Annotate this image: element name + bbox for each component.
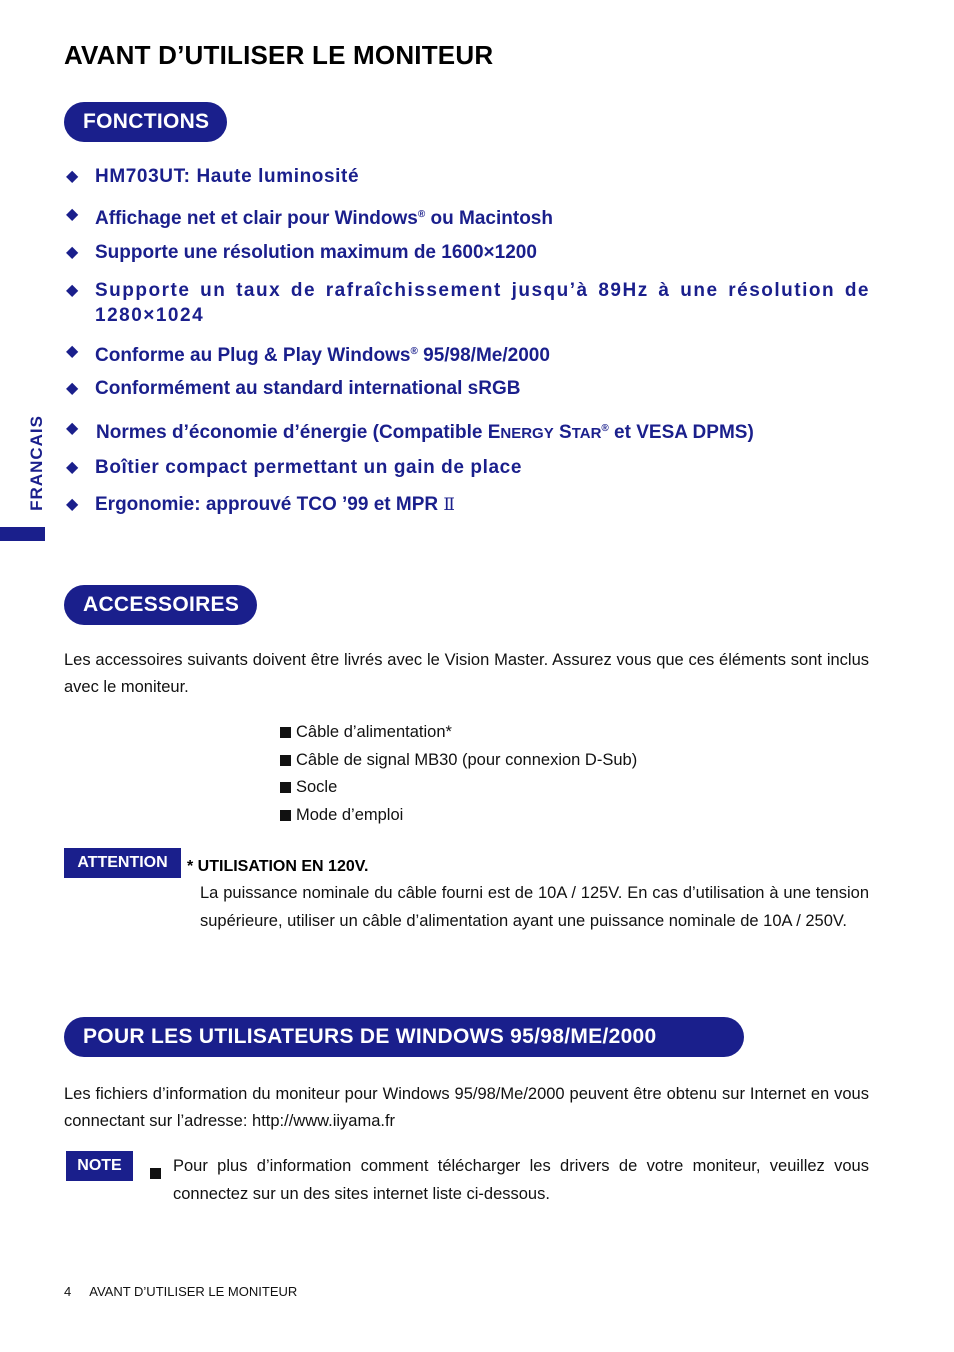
feature-item	[66, 202, 870, 231]
section-header-fonctions: FONCTIONS	[64, 102, 227, 142]
registered-mark: ®	[417, 209, 426, 220]
feature-text: Normes d’économie d’énergie (Compatible ENERGY STAR® et VESA DPMS)	[96, 422, 754, 443]
attention-tag: ATTENTION	[64, 848, 181, 878]
feature-item	[66, 339, 870, 368]
feature-text: Supporte une résolution maximum de 1600×1200	[95, 242, 537, 263]
feature-text: Conforme au Plug & Play Windows® 95/98/Me/2000	[95, 345, 550, 366]
feature-text: HM703UT: Haute luminosité	[95, 166, 360, 187]
side-tab-label: FRANCAIS	[27, 415, 46, 511]
feature-text: Boîtier compact permettant un gain de place	[95, 457, 522, 478]
feature-text: Conformément au standard international sRGB	[95, 378, 521, 399]
diamond-bullet-icon: ◆	[66, 496, 79, 513]
diamond-bullet-icon: ◆	[66, 282, 79, 299]
diamond-bullet-icon: ◆	[66, 244, 79, 261]
note-tag: NOTE	[66, 1151, 133, 1181]
feature-item	[66, 416, 870, 446]
diamond-bullet-icon: ◆	[66, 343, 79, 360]
note-text: Pour plus d’information comment télécharger les drivers de votre moniteur, veuillez vous connectez sur un des sites internet liste ci-dessous.	[173, 1157, 869, 1203]
feature-item	[66, 240, 870, 265]
diamond-bullet-icon: ◆	[66, 380, 79, 397]
accessoires-list	[280, 719, 637, 829]
side-tab-bar	[0, 527, 45, 541]
square-bullet-icon	[280, 727, 291, 738]
list-item: Câble d’alimentation*	[280, 719, 637, 747]
list-item: Socle	[280, 774, 637, 802]
registered-mark: ®	[410, 346, 418, 357]
diamond-bullet-icon: ◆	[66, 459, 79, 476]
page-title: AVANT D’UTILISER LE MONITEUR	[64, 40, 494, 70]
feature-text: Supporte un taux de rafraîchissement jusqu’à 89Hz à une résolution de 1280×1024	[95, 280, 870, 326]
square-bullet-icon	[280, 755, 291, 766]
feature-item	[66, 492, 870, 518]
square-bullet-icon	[280, 810, 291, 821]
list-item: Câble de signal MB30 (pour connexion D-Sub)	[280, 747, 637, 775]
diamond-bullet-icon: ◆	[66, 420, 79, 437]
diamond-bullet-icon: ◆	[66, 168, 79, 185]
feature-item	[66, 455, 870, 480]
footer-title: AVANT D’UTILISER LE MONITEUR	[89, 1284, 298, 1299]
note-row	[150, 1153, 869, 1208]
list-item: Mode d’emploi	[280, 802, 637, 830]
feature-item	[66, 376, 870, 401]
feature-text: Ergonomie: approuvé TCO ’99 et MPR Ⅱ	[95, 494, 455, 515]
windows-intro: Les fichiers d’information du moniteur pour Windows 95/98/Me/2000 peuvent être obtenu sur Internet en vous connectant sur l’adresse: http://www.iiyama.fr	[64, 1085, 869, 1130]
section-header-accessoires: ACCESSOIRES	[64, 585, 257, 625]
attention-body: La puissance nominale du câble fourni est de 10A / 125V. En cas d’utilisation à une tension supérieure, utiliser un câble d’alimentation ayant une puissance nominale de 10A / 250V.	[200, 884, 869, 930]
attention-heading: * UTILISATION EN 120V.	[187, 858, 369, 875]
square-bullet-icon	[280, 782, 291, 793]
square-bullet-icon	[150, 1168, 161, 1179]
feature-text: Affichage net et clair pour Windows® ou Macintosh	[95, 208, 553, 229]
feature-item	[66, 164, 870, 189]
section-header-windows: POUR LES UTILISATEURS DE WINDOWS 95/98/ME/2000	[64, 1017, 744, 1057]
feature-item	[66, 278, 870, 328]
accessoires-intro: Les accessoires suivants doivent être livrés avec le Vision Master. Assurez vous que ces éléments sont inclus avec le moniteur.	[64, 651, 869, 696]
diamond-bullet-icon: ◆	[66, 206, 79, 223]
page-number: 4	[64, 1284, 72, 1299]
registered-mark: ®	[601, 423, 609, 434]
page-footer	[64, 1284, 297, 1299]
